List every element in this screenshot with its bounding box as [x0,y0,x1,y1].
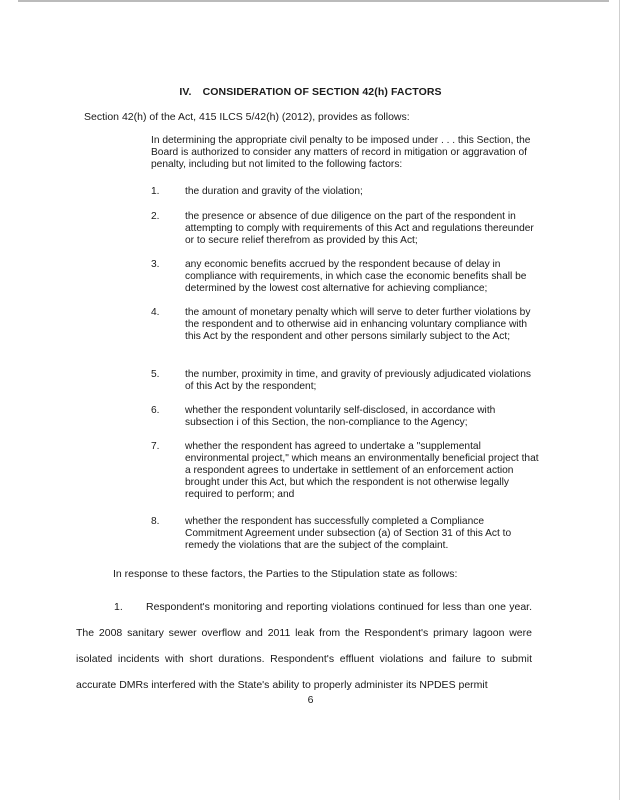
factor-text: the number, proximity in time, and gravity of previously adjudicated violations of this Act by the respondent; [185,369,531,392]
section-title: CONSIDERATION OF SECTION 42(h) FACTORS [202,86,442,98]
factor-text: any economic benefits accrued by the respondent because of delay in compliance with requirements, in which case the economic benefits shall be determined by the lowest cost alternative for achieving compliance; [185,259,527,294]
scan-edge-top [18,0,609,2]
factor-text: the duration and gravity of the violation; [185,186,363,197]
factor-text: whether the respondent has agreed to undertake a "supplemental environmental project," which means an environmentally beneficial project that a respondent agrees to undertake in settlement of an enforcement action brought under this Act, but which the respondent is not otherwise legally required to perform; and [185,441,539,500]
scan-edge-right [619,0,620,800]
intro-text: Section 42(h) of the Act, 415 ILCS 5/42(h) (2012), provides as follows: [84,111,410,123]
block-quote: In determining the appropriate civil penalty to be imposed under . . . this Section, the Board is authorized to consider any matters of record in mitigation or aggravation of penalty, including but not limited to the following factors: [151,135,531,170]
section-heading [0,86,621,98]
factor-number: 4. [151,307,160,318]
page-number: 6 [307,694,314,706]
factor-number: 6. [151,405,160,416]
factor-number: 7. [151,441,160,452]
factor-number: 2. [151,211,160,222]
paragraph-lead [76,601,146,613]
factor-text: the presence or absence of due diligence on the part of the respondent in attempting to comply with requirements of this Act and regulations thereunder or to secure relief therefrom as provided by this Act; [185,211,534,246]
factor-number: 3. [151,259,160,270]
factor-number: 8. [151,516,160,527]
factor-text: whether the respondent voluntarily self-disclosed, in accordance with subsection i of this Section, the non-compliance to the Agency; [185,405,496,428]
section-number: IV. [179,86,192,98]
body-paragraph [76,594,532,698]
factor-number: 5. [151,369,160,380]
paragraph-number: 1. [114,601,123,613]
factor-text: the amount of monetary penalty which will serve to deter further violations by the respondent and to otherwise aid in enhancing voluntary compliance with this Act by the respondent and other persons similarly subject to the Act; [185,307,531,342]
response-intro: In response to these factors, the Parties to the Stipulation state as follows: [113,568,458,580]
factor-number: 1. [151,186,160,197]
factor-text: whether the respondent has successfully completed a Compliance Commitment Agreement under subsection (a) of Section 31 of this Act to remedy the violations that are the subject of the complaint. [185,516,512,551]
paragraph-text: Respondent's monitoring and reporting violations continued for less than one year. The 2008 sanitary sewer overflow and 2011 leak from the Respondent's primary lagoon were isolated incidents with short durations. Respondent's effluent violations and failure to submit accurate DMRs interfered with the State's ability to properly administer its NPDES permit [76,601,532,691]
